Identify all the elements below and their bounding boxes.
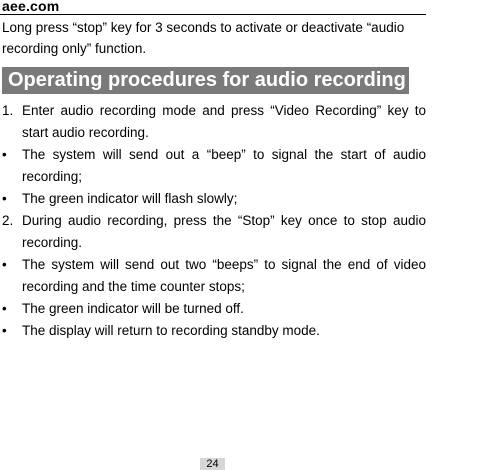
list-item-text: Enter audio recording mode and press “Video Recording” key to start audio recording.: [22, 103, 426, 140]
page-number: 24: [200, 458, 225, 470]
bullet-marker: •: [2, 257, 7, 272]
list-item: [2, 100, 426, 144]
list-item: [2, 144, 426, 188]
list-item-text: The system will send out a “beep” to signal the start of audio recording;: [22, 147, 426, 184]
bullet-marker: •: [2, 191, 7, 206]
list-item-text: The system will send out two “beeps” to signal the end of video recording and the time counter stops;: [22, 257, 426, 294]
list-item-text: The green indicator will be turned off.: [22, 301, 244, 316]
list-marker: 1.: [2, 103, 14, 118]
bullet-marker: •: [2, 323, 7, 338]
list-item-text: The green indicator will flash slowly;: [22, 191, 238, 206]
list-item: [2, 298, 426, 320]
list-item: [2, 210, 426, 254]
procedure-list: [2, 100, 426, 342]
intro-paragraph: Long press “stop” key for 3 seconds to activate or deactivate “audio recording only” function.: [2, 20, 405, 56]
bullet-marker: •: [2, 301, 7, 316]
list-item: [2, 254, 426, 298]
list-item: [2, 188, 426, 210]
list-item-text: The display will return to recording standby mode.: [22, 323, 320, 338]
section-title: Operating procedures for audio recording: [2, 67, 409, 94]
list-item-text: During audio recording, press the “Stop” key once to stop audio recording.: [22, 213, 426, 250]
bullet-marker: •: [2, 147, 7, 162]
header-divider: [0, 14, 426, 15]
list-marker: 2.: [2, 213, 14, 228]
brand-logo: aee.com: [2, 0, 60, 14]
list-item: [2, 320, 426, 342]
